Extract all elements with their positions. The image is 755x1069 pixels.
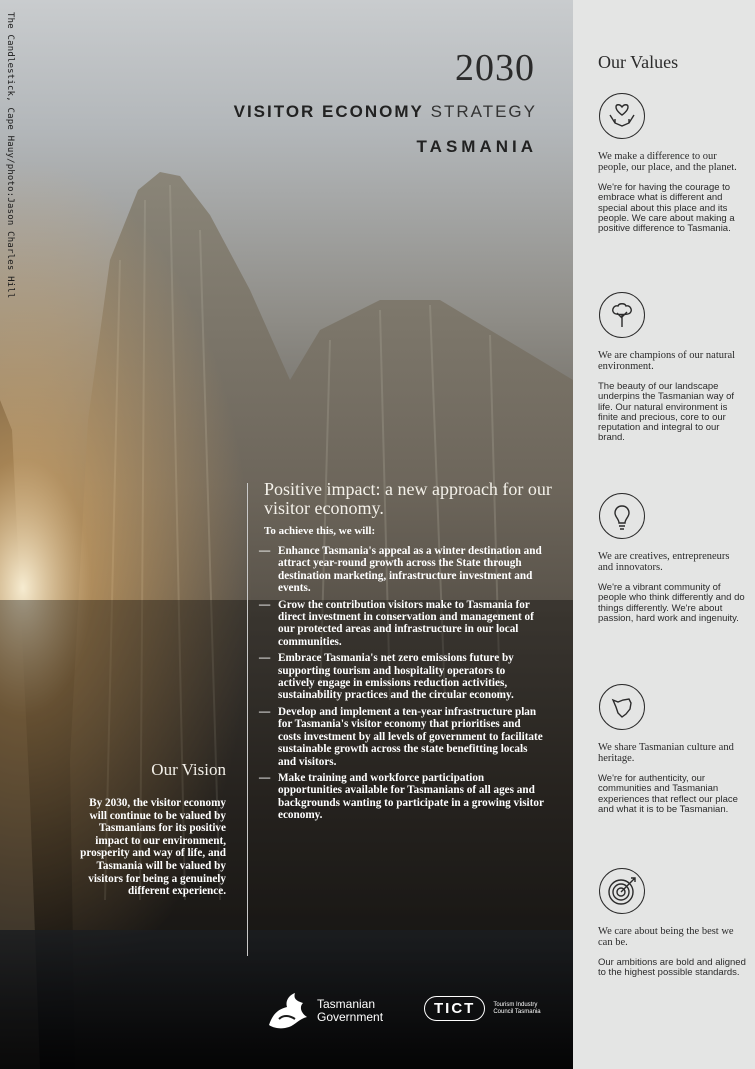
devil-emblem-icon <box>265 991 311 1031</box>
photo-credit: The Candlestick, Cape Hauy/photo:Jason Charles Hill <box>5 12 15 299</box>
impact-lead: To achieve this, we will: <box>264 525 376 537</box>
value-item <box>598 684 746 815</box>
tas-gov-line1: Tasmanian <box>317 997 376 1011</box>
values-title: Our Values <box>598 52 679 72</box>
strategy-title-bold: VISITOR ECONOMY <box>233 102 424 121</box>
list-item-text: Make training and workforce participation opportunities available for Tasmanians of all ages and backgrounds wanting to participate in a growing visitor economy. <box>278 771 544 822</box>
tree-icon <box>599 292 645 338</box>
list-item <box>259 652 544 702</box>
value-item <box>598 868 746 979</box>
vision-body: By 2030, the visitor economy will continue to be valued by Tasmanians for its positive impact to our environment, prosperity and way of life, and Tasmania will be valued by visitors for being a genuinely different experience. <box>80 797 226 898</box>
value-heading: We are champions of our natural environment. <box>598 350 736 372</box>
value-body: Our ambitions are bold and aligned to the highest possible standards. <box>598 957 746 979</box>
values-panel <box>573 0 755 1069</box>
lightbulb-icon <box>599 493 645 539</box>
value-body: We're a vibrant community of people who think differently and do things differently. We're about passion, hard work and ingenuity. <box>598 582 745 624</box>
strategy-title-light: STRATEGY <box>430 102 537 121</box>
value-item <box>598 93 746 234</box>
value-heading: We care about being the best we can be. <box>598 926 734 948</box>
tas-gov-line2: Government <box>317 1010 384 1024</box>
impact-title: Positive impact: a new approach for our visitor economy. <box>264 479 552 518</box>
value-item <box>598 493 746 624</box>
value-body: We're for having the courage to embrace what is different and special about this place and its people. We care about making a positive difference to Tasmania. <box>598 182 735 235</box>
value-item <box>598 292 746 444</box>
impact-list <box>259 545 544 826</box>
list-item-text: Grow the contribution visitors make to Tasmania for direct investment in conservation and management of our protected areas and infrastructure in our local communities. <box>278 598 534 648</box>
list-item <box>259 545 544 595</box>
place-title: TASMANIA <box>416 137 537 156</box>
list-item-text: Develop and implement a ten-year infrastructure plan for Tasmania's visitor economy that prioritises and costs investment by all levels of government to facilitate sustainable growth across the state benefitting locals and visitors. <box>278 705 543 768</box>
vision-title: Our Vision <box>151 760 226 779</box>
tasmania-map-icon <box>599 684 645 730</box>
value-heading: We share Tasmanian culture and heritage. <box>598 742 734 764</box>
list-item <box>259 599 544 649</box>
strategy-title <box>234 102 537 122</box>
value-heading: We make a difference to our people, our place, and the planet. <box>598 151 737 173</box>
tas-gov-name <box>317 998 383 1024</box>
dash-marker: — <box>259 545 271 557</box>
tict-logo <box>424 996 543 1021</box>
list-item-text: Embrace Tasmania's net zero emissions future by supporting tourism and hospitality operators to actively engage in emissions reduction activities, sustainability practices and the circular economy. <box>278 652 514 702</box>
year-heading: 2030 <box>455 47 535 89</box>
list-item <box>259 706 544 768</box>
value-body: We're for authenticity, our communities and Tasmanian experiences that reflect our place and what it is to be Tasmanian. <box>598 773 738 815</box>
dash-marker: — <box>259 598 271 611</box>
target-icon <box>599 868 645 914</box>
tict-full-name: Tourism Industry Council Tasmania <box>493 1001 541 1015</box>
dash-marker: — <box>259 771 271 784</box>
value-body: The beauty of our landscape underpins the Tasmanian way of life. Our natural environment is finite and precious, core to our reputation and integral to our brand. <box>598 381 735 444</box>
dash-marker: — <box>259 652 271 665</box>
dash-marker: — <box>259 705 271 718</box>
value-heading: We are creatives, entrepreneurs and innovators. <box>598 551 730 573</box>
list-item <box>259 772 544 822</box>
divider <box>247 483 248 956</box>
list-item-text: Enhance Tasmania's appeal as a winter destination and attract year-round growth across the State through destination marketing, infrastructure investment and events. <box>278 545 542 595</box>
tasmanian-government-logo <box>265 990 400 1032</box>
tict-mark: TICT <box>424 996 485 1021</box>
hands-heart-icon <box>599 93 645 139</box>
